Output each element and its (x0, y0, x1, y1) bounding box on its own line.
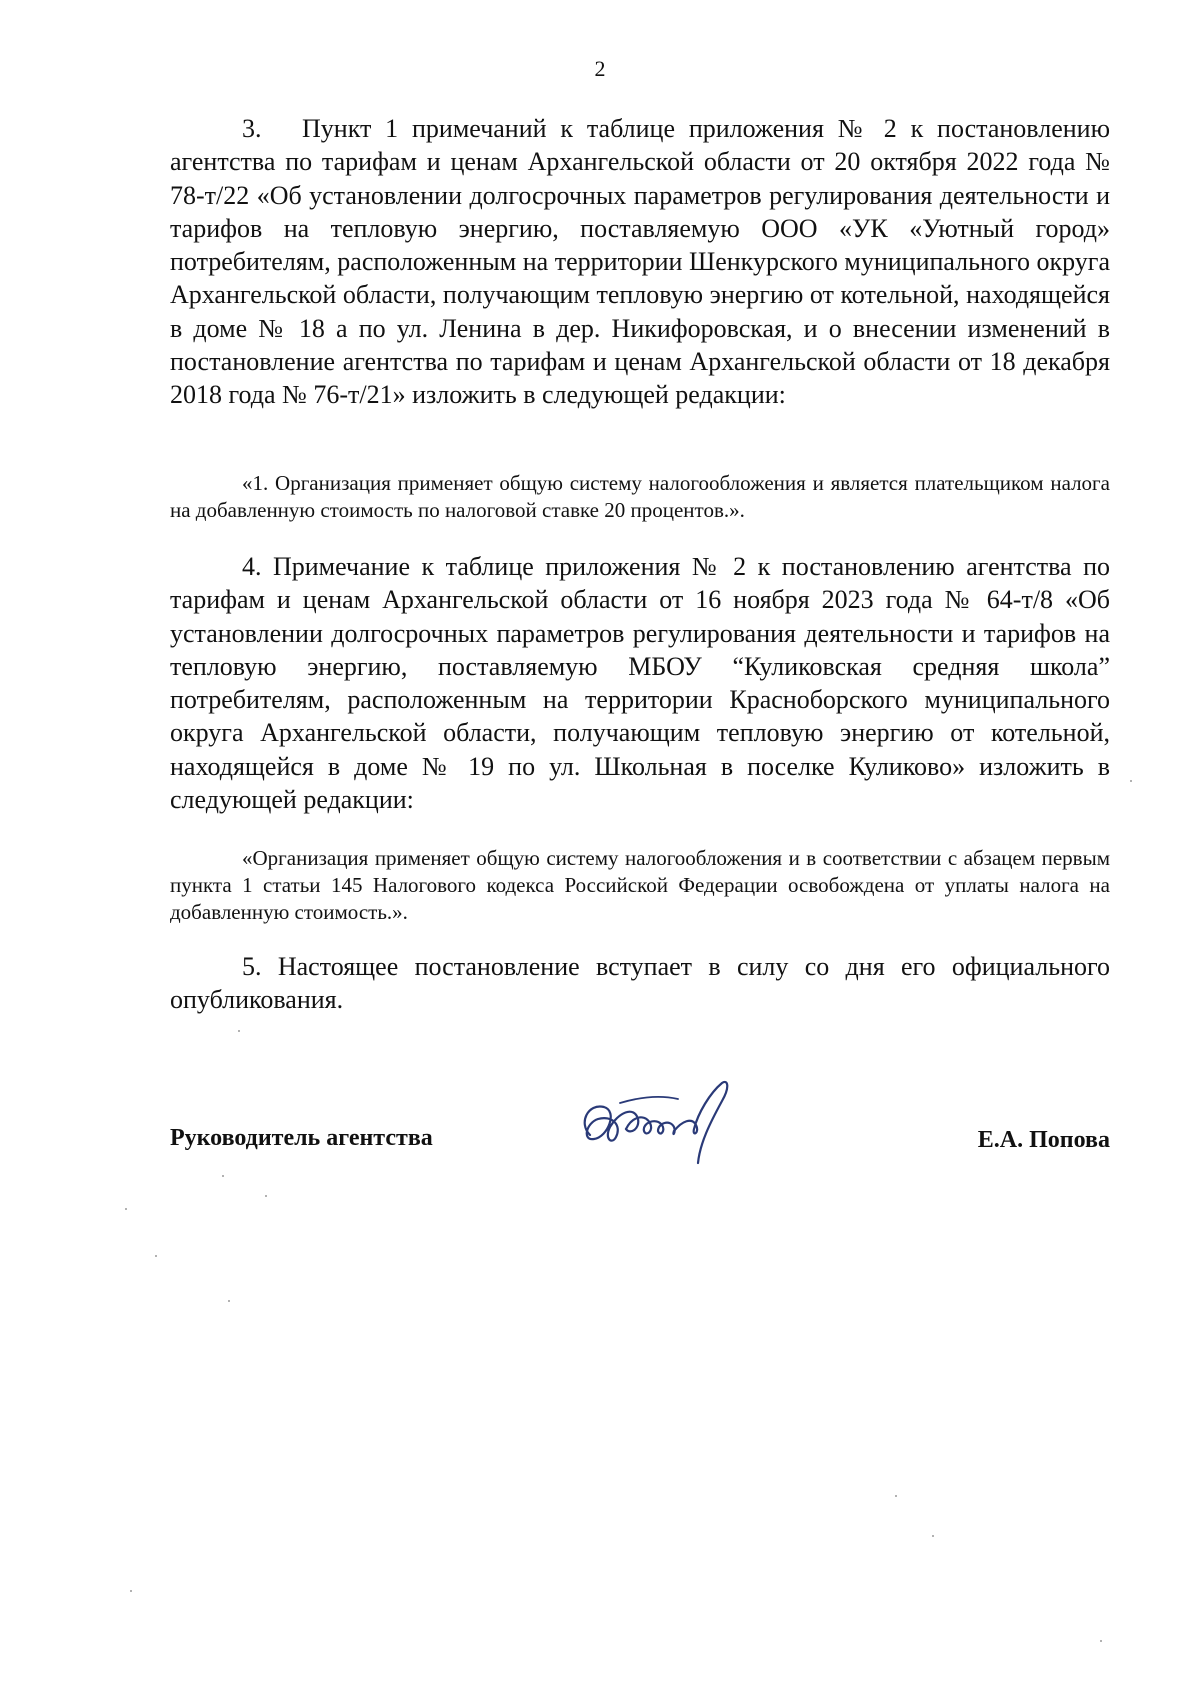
section-3-quote: «1. Организация применяет общую систему налогообложения и является плательщиком налога на добавленную стоимость по налоговой ставке 20 процентов.». (170, 471, 1110, 522)
section-3-text: Пункт 1 примечаний к таблице приложения № 2 к постановлению агентства по тарифам и ценам Архангельской области от 20 октября 2022 года № 78-т/22 «Об установлении долгосрочных параметров регулирования деятельности и тарифов на тепловую энергию, поставляемую ООО «УК «Уютный город» потребителям, расположенным на территории Шенкурского муниципального округа Архангельской области, получающим тепловую энергию от котельной, находящейся в доме № 18 а по ул. Ленина в дер. Никифоровская, и о внесении изменений в постановление агентства по тарифам и ценам Архангельской области от 18 декабря 2018 года № 76-т/21» изложить в следующей редакции: (170, 114, 1110, 410)
scan-speck (155, 1255, 157, 1257)
scan-speck (238, 1030, 240, 1032)
scan-speck (130, 1590, 132, 1592)
signatory-name: Е.А. Попова (977, 1127, 1110, 1153)
scan-speck (1100, 1640, 1102, 1642)
scan-speck (895, 1495, 897, 1497)
scan-speck (125, 1208, 127, 1210)
scan-speck (932, 1535, 934, 1537)
scan-speck (265, 1195, 267, 1197)
signatory-title: Руководитель агентства (170, 1125, 433, 1151)
page-number: 2 (594, 56, 606, 81)
section-4-quote: «Организация применяет общую систему налогообложения и в соответствии с абзацем первым пункта 1 статьи 145 Налогового кодекса Российской Федерации освобождена от уплаты налога на добавленную стоимость.». (170, 846, 1110, 924)
scan-speck (222, 1175, 224, 1177)
section-4-paragraph: 4. Примечание к таблице приложения № 2 к постановлению агентства по тарифам и ценам Архангельской области от 16 ноября 2023 года № 64-т/8 «Об установлении долгосрочных параметров регулирования деятельности и тарифов на тепловую энергию, поставляемую МБОУ “Куликовская средняя школа” потребителям, расположенным на территории Красноборского муниципального округа Архангельской области, получающим тепловую энергию от котельной, находящейся в доме № 19 по ул. Школьная в поселке Куликово» изложить в следующей редакции: (170, 552, 1110, 815)
section-5-paragraph: 5. Настоящее постановление вступает в силу со дня его официального опубликования. (170, 952, 1110, 1015)
scan-speck (1130, 780, 1132, 782)
handwritten-signature (560, 1073, 760, 1173)
scan-speck (228, 1300, 230, 1302)
section-3-paragraph (170, 112, 1110, 412)
section-3-number: 3. (242, 114, 262, 143)
signature-block (170, 1095, 1110, 1185)
